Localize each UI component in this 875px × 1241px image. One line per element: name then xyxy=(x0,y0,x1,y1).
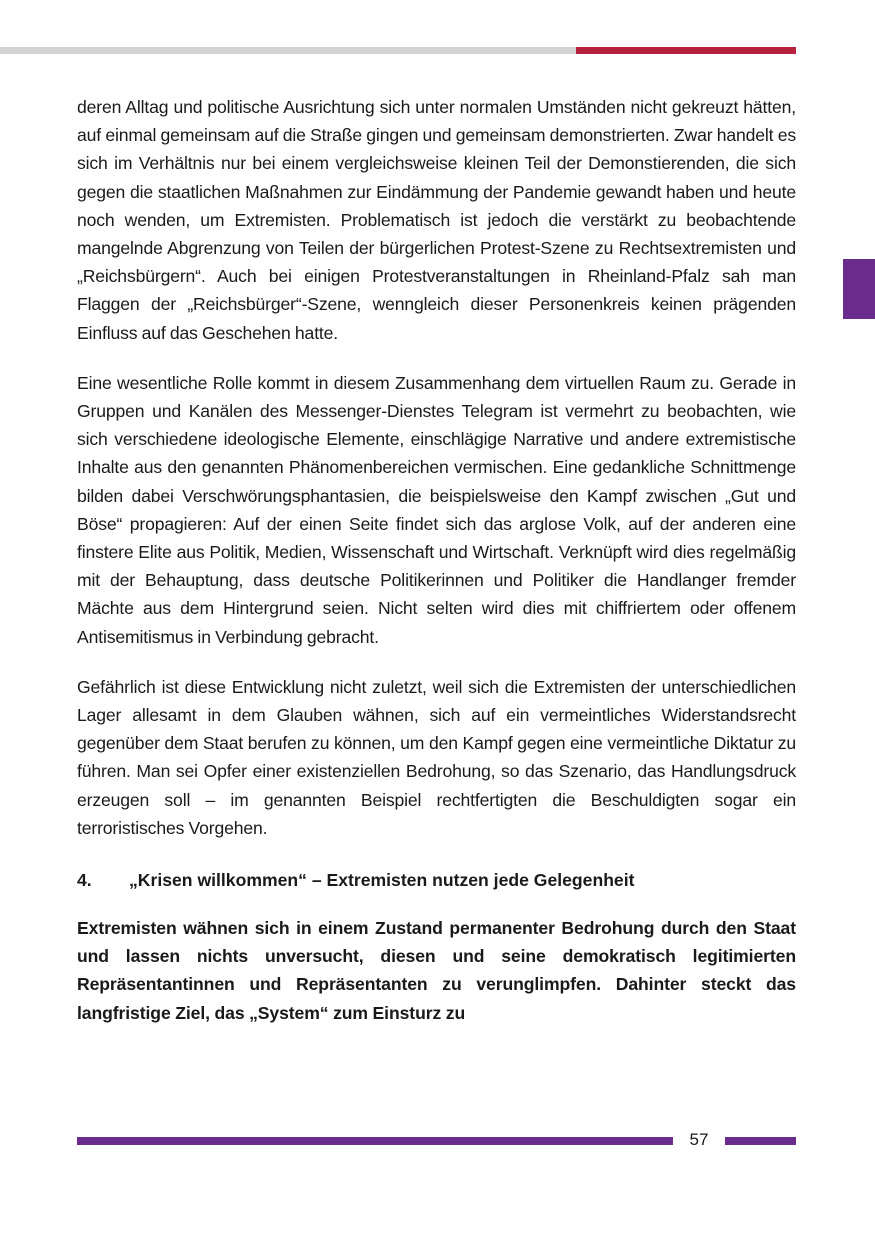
header-rule-grey xyxy=(0,47,576,54)
page-body xyxy=(77,93,796,1027)
body-paragraph-3: Gefährlich ist diese Entwicklung nicht zuletzt, weil sich die Extremisten der unterschiedlichen Lager allesamt in dem Glauben wähnen, sich auf ein vermeintliches Widerstandsrecht gegenüber dem Staat berufen zu können, um den Kampf gegen eine vermeintliche Diktatur zu führen. Man sei Opfer einer existenziellen Bedrohung, so das Szenario, das Handlungsdruck erzeugen soll – im genannten Beispiel rechtfertigten die Beschuldigten sogar ein terroristisches Vorgehen. xyxy=(77,676,796,838)
page-number: 57 xyxy=(689,1130,709,1149)
section-heading xyxy=(77,866,796,894)
footer-rule-left xyxy=(77,1137,673,1145)
footer-rule-right xyxy=(725,1137,796,1145)
section-lead-paragraph: Extremisten wähnen sich in einem Zustand permanenter Bedrohung durch den Staat und lassen nichts unversucht, diesen und seine demokratisch legitimierten Repräsentantinnen und Repräsentanten zu verunglimpfen. Dahinter steckt das langfristige Ziel, das „System“ zum Einsturz zu xyxy=(77,918,796,1023)
body-paragraph-1: deren Alltag und politische Ausrichtung sich unter normalen Umständen nicht gekreuzt hätten, auf einmal gemeinsam auf die Straße gingen und gemeinsam demonstrierten. Zwar handelt es sich im Verhältnis nur bei einem vergleichsweise kleinen Teil der Demonstierenden, die sich gegen die staatlichen Maßnahmen zur Eindämmung der Pandemie gewandt haben und heute noch wenden, um Extremisten. Problematisch ist jedoch die verstärkt zu beobachtende mangelnde Abgrenzung von Teilen der bürgerlichen Protest-Szene zu Rechtsextremisten und „Reichsbürgern“. Auch bei einigen Protestveranstaltungen in Rheinland-Pfalz sah man Flaggen der „Reichsbürger“-Szene, wenngleich dieser Personenkreis keinen prägenden Einfluss auf das Geschehen hatte. xyxy=(77,97,796,343)
section-number: 4. xyxy=(77,870,92,891)
chapter-marker-tab xyxy=(843,259,875,319)
body-paragraph-2: Eine wesentliche Rolle kommt in diesem Zusammenhang dem virtuellen Raum zu. Gerade in Gruppen und Kanälen des Messenger-Dienstes Telegram ist vermehrt zu beobachten, wie sich verschiedene ideologische Elemente, einschlägige Narrative und andere extremistische Inhalte aus den genannten Phänomenbereichen vermischen. Eine gedankliche Schnittmenge bilden dabei Verschwörungsphantasien, die beispielsweise den Kampf zwischen „Gut und Böse“ propagieren: Auf der einen Seite findet sich das arglose Volk, auf der anderen eine finstere Elite aus Politik, Medien, Wissenschaft und Wirtschaft. Verknüpft wird dies regelmäßig mit der Behauptung, dass deutsche Politikerinnen und Politiker die Handlanger fremder Mächte aus dem Hintergrund seien. Nicht selten wird dies mit chiffriertem oder offenem Antisemitismus in Verbindung gebracht. xyxy=(77,372,796,647)
section-title: „Krisen willkommen“ – Extremisten nutzen jede Gelegenheit xyxy=(129,870,635,891)
header-rule-red xyxy=(576,47,796,54)
